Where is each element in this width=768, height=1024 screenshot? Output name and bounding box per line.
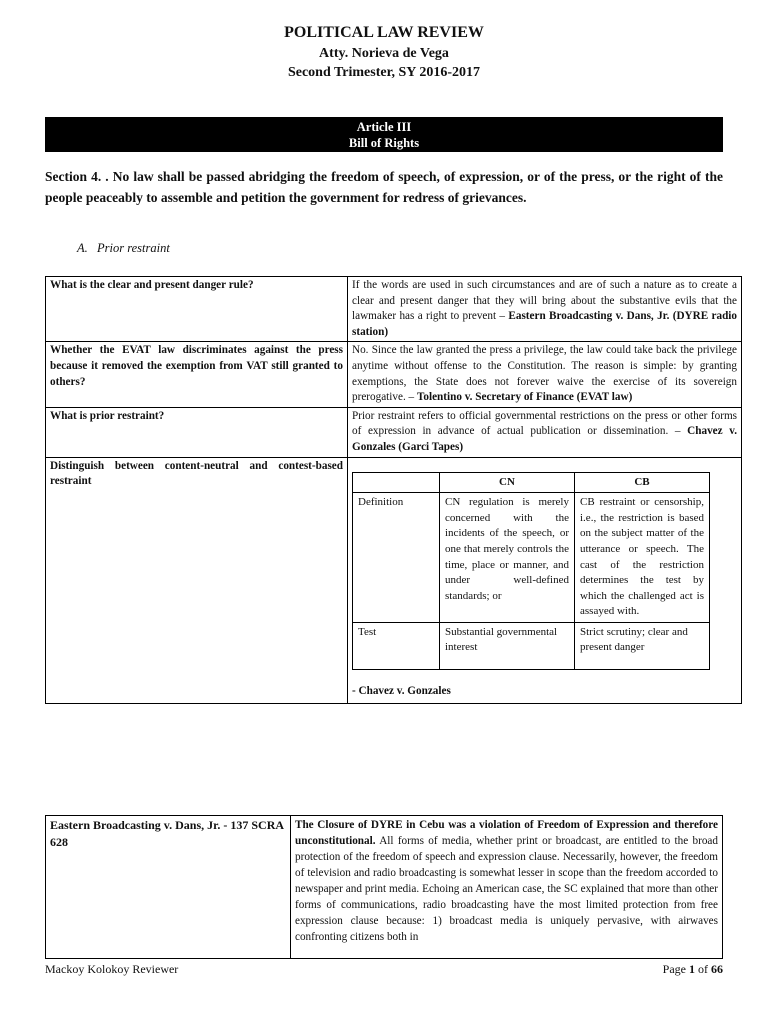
document-term: Second Trimester, SY 2016-2017 (287, 65, 481, 80)
article-title: Bill of Rights (348, 136, 420, 150)
question-cell: Distinguish between content-neutral and contest-based restraint (46, 457, 348, 704)
answer-citation: Eastern Broadcasting v. Dans, Jr. (DYRE radio station) (352, 310, 738, 338)
case-summary (291, 816, 723, 959)
case-row (46, 816, 723, 959)
footer-page-current: 1 (689, 962, 695, 976)
comparison-row-definition (353, 493, 710, 623)
comparison-row-test (353, 622, 710, 669)
comparison-header-row (353, 472, 710, 493)
case-name: Eastern Broadcasting v. Dans, Jr. - 137 SCRA 628 (46, 816, 291, 959)
qa-row (46, 342, 742, 407)
answer-cell (348, 342, 742, 407)
comparison-cn-cell: CN regulation is merely concerned with the incidents of the speech, or one that merely controls the time, place or manner, and under well-defined standards; or (440, 493, 575, 623)
comparison-table (352, 472, 710, 670)
document-title: POLITICAL LAW REVIEW (284, 24, 484, 41)
comparison-label: Test (353, 622, 440, 669)
document-header (0, 22, 768, 82)
case-holding: The Closure of DYRE in Cebu was a violation of Freedom of Expression and therefore unconstitutional. (295, 819, 718, 847)
qa-row-distinguish (46, 457, 742, 704)
footer-page-prefix: Page (662, 962, 686, 976)
qa-row (46, 277, 742, 342)
footer-page-total: 66 (711, 962, 723, 976)
answer-text: Prior restraint refers to official governmental restrictions on the press or other forms of expression in advance of actual publication or dissemination. – (352, 409, 737, 438)
subheading-text: Prior restraint (97, 241, 170, 255)
subheading (77, 241, 170, 256)
footer-page-of: of (698, 962, 708, 976)
article-heading-bar (45, 117, 723, 152)
comparison-header-blank (353, 472, 440, 493)
answer-cell (348, 457, 742, 704)
comparison-cb-cell: CB restraint or censorship, i.e., the restriction is based on the subject matter of the utterance or speech. The cast of the restriction determines the test by which the challenged act is assayed with. (575, 493, 710, 623)
document-author: Atty. Norieva de Vega (319, 46, 449, 61)
answer-text: No. Since the law granted the press a privilege, the law could take back the privilege anytime without offense to the Constitution. The reason is simple: by granting exemptions, the State does not forever waive the exercise of its sovereign prerogative. – (352, 344, 737, 404)
question-cell: Whether the EVAT law discriminates against the press because it removed the exemption from VAT still granted to others? (46, 342, 348, 407)
comparison-citation: - Chavez v. Gonzales (352, 684, 451, 697)
comparison-header-cn: CN (440, 472, 575, 493)
subheading-letter: A. (77, 241, 88, 255)
comparison-cb-cell: Strict scrutiny; clear and present danger (575, 622, 710, 669)
section-4-text: Section 4. . No law shall be passed abridging the freedom of speech, of expression, or of the press, or the right of the people peaceably to assemble and petition the government for redress of grievances. (45, 169, 723, 205)
answer-cell (348, 407, 742, 457)
answer-citation: Chavez v. Gonzales (Garci Tapes) (352, 425, 738, 453)
comparison-header-cb: CB (575, 472, 710, 493)
case-body: All forms of media, whether print or broadcast, are entitled to the broad protection of the freedom of speech and expression clause. Necessarily, however, the freedom of television and radio broadcasting is somewhat lesser in scope than the freedom accorded to newspaper and print media. Echoing an American case, the SC explained that more than other forms of communications, radio broadcasting have the most limited protection from free expression clause because: 1) broadcast media is uniquely pervasive, with airwaves confronting citizens both in (295, 835, 718, 943)
qa-row (46, 407, 742, 457)
comparison-cn-cell: Substantial governmental interest (440, 622, 575, 669)
answer-cell (348, 277, 742, 342)
article-number: Article III (356, 120, 412, 134)
case-summary-clip (295, 817, 718, 957)
footer-page-number (663, 962, 723, 977)
answer-text: If the words are used in such circumstances and are of such a nature as to create a clear and present danger that they will bring about the substantive evils that the lawmaker has a right to prevent – (352, 279, 737, 323)
answer-citation: Tolentino v. Secretary of Finance (EVAT law) (416, 391, 633, 404)
comparison-label: Definition (353, 493, 440, 623)
qa-table (45, 276, 742, 704)
question-cell: What is the clear and present danger rule? (46, 277, 348, 342)
question-cell: What is prior restraint? (46, 407, 348, 457)
footer-reviewer-name: Mackoy Kolokoy Reviewer (45, 962, 179, 976)
case-table (45, 815, 723, 959)
